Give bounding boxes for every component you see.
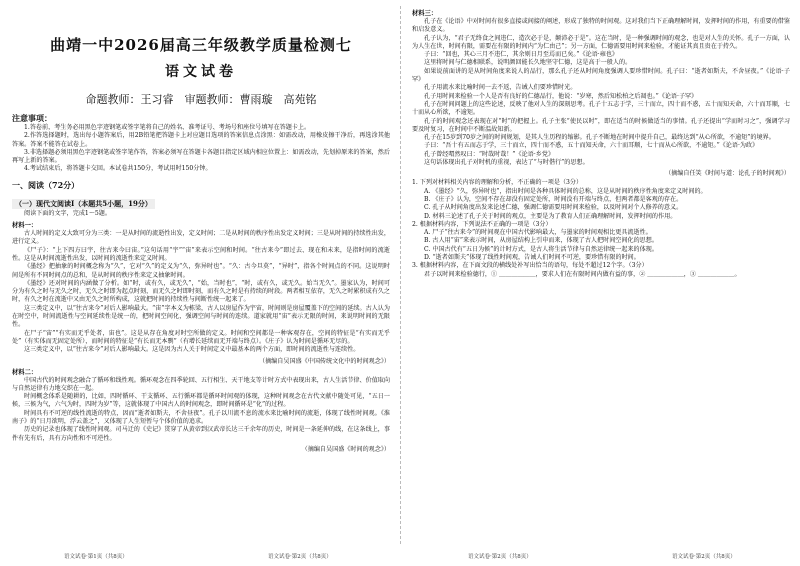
note-item: 1.答卷前，考生务必用黑色字迹钢笔或签字笔将自己的姓名、准考证号、考场号和座位号填写在答题卡上。	[24, 124, 311, 131]
part-heading: （一）现代文阅读Ⅰ（本题共5小题，19分）	[12, 199, 155, 209]
question-option: A. 尸子“往古来今”的时间观在中国古代影响最大，与墨家的时间观相比更具流逝性。	[424, 229, 652, 237]
staff-line: 命题教师：王习睿 审题教师：曹雨璇 高苑铭	[85, 93, 317, 106]
paragraph: 孔子在时间问题上的这些论述，反映了他对人生的深刻思考。孔子十五志于学，三十而立，四十而不惑，五十而知天命，六十而耳顺，七十而从心所欲，不逾矩。	[412, 100, 790, 117]
material-2-label: 材料二：	[12, 368, 38, 376]
question-list	[412, 179, 790, 279]
paragraph: 历史的记录也体现了线性时间观。司马迁的《史记》贯穿了从黄帝到汉武帝长达三千余年的历史，时间是一条延伸的线，在这条线上，事件有先有后，具有方向性和不可逆性。	[12, 426, 390, 442]
notes-list	[12, 124, 390, 174]
paragraph: 孔子在《论语》中对时间有很多直接或间接的阐述，形成了独特的时间观。这对我们当下正确理解时间，发挥时间的作用，有重要的借鉴和启发意义。	[412, 18, 790, 34]
paragraph: 中国古代的时间观念融合了循环和线性观。循环观念在四季轮回、五行相生、天干地支等计时方式中表现出来，古人生活节律、价值取向与自然运律有力地交织在一起。	[12, 376, 390, 392]
left-column	[12, 6, 390, 455]
paragraph: 孔子用时间来检验一个人是否有良好的仁德品行，他说：“岁寒，然后知松柏之后凋也。”《论语·子罕》	[424, 92, 698, 100]
question-stem: 3. 根据材料内容，在下面文段的横线处补写出恰当的语句，每处不超过12个字。（3分）	[412, 262, 648, 270]
paragraph: 在尸子“宙”“有实而无乎处者，宙也”。这是从存在角度对时空所做的定义。时间和空间都是一种客观存在，空间的特征是“有实而无乎处”（有实体而无固定处所），而时间的特征是“有长而无本剽”（有增长延续而无开端与终点）。《庄子》认为时间是循环无尽的。	[12, 329, 390, 345]
quote: 子曰：“吾十有五而志于学，三十而立，四十而不惑，五十而知天命，六十而耳顺，七十而从心所欲，不逾矩。”《论语·为政》	[424, 142, 759, 150]
paragraph: 《墨经》还对时间的内涵做了分析。如“时，或有久，或无久”，“始，当时也”，“时，或有久，或无久。始当无久”。墨家认为，时间可分为有久之时与无久之时，无久之时即为起点时刻，而无久之时即时刻，而有久之时是有持续的时段。两者相互依存，无久之时累积成有久之时，有久之时在流逝中又由无久之时所构成，这就把时间的持续性与间断性统一起来了。	[12, 279, 390, 304]
section-heading: 一、阅读（72分）	[12, 179, 80, 190]
material-2-source: （摘编自吴国盛《时间的观念》）	[301, 445, 390, 453]
paragraph: 孔子在15岁到70岁之间的时间规划，是其人生历程的缩影。孔子不断地在时间中提升自己，最终达到“从心所欲，不逾矩”的境界。	[424, 134, 775, 142]
material-1-source: （摘编自吴国盛《中国传统文化中的时间观念》）	[258, 357, 390, 365]
exam-subtitle: 语文试卷	[165, 64, 237, 80]
paragraph: 孔子的时间观念还表现在对“时”的把握上。孔子主张“使民以时”，即在适当的时候做适当的事情。孔子还提出“学而时习之”，强调学习要及时复习，在时间中不断温故知新。	[412, 117, 790, 133]
fill-in-text: 君子以时间来检验德行，① ＿＿＿＿＿＿，要求人们在有限时间内做有益的事，② ＿＿＿＿＿＿，③ ＿＿＿＿＿＿。	[424, 270, 741, 278]
question-option: C. 孔子从时间角度出发来论述仁德，强调仁德需要用时间来检验，以及时间对个人修养的意义。	[424, 204, 683, 212]
paragraph: 如果说前面讲的是从时间角度来说人的品行，那么孔子还从时间角度强调人要珍惜时间。孔子曰：“逝者如斯夫，不舍昼夜。”《论语·子罕》	[412, 67, 790, 84]
paragraph: 孔子认为，“君子无终食之间违仁，造次必于是，颠沛必于是”。这在当时，是一种强调时间的观念，也是对人生的关怀。孔子一方面，认为人生在世，时间有限，需要在有限的时间内“为仁由己”；另一方面，仁德需要用时间来检验，才能证其真且贵在于持久。	[412, 34, 790, 50]
page-footer: 语文试卷·第2页（共8页）	[268, 554, 332, 560]
question-option: C. 中国古代有“五日为候”的计时方式，是古人将生活节律与自然运律统一起来的体现。	[424, 245, 658, 253]
material-3-source: （摘编自任笑《时间与道：论孔子的时间观》）	[665, 170, 790, 178]
question-stem: 2. 根据材料内容，下列说法不正确的一项是（3分）	[412, 220, 552, 228]
paragraph: 这里将时间与仁德相联系，说明颜回能长久地坚守仁德，这是高于一般人的。	[424, 59, 632, 67]
material-1-label: 材料一：	[12, 222, 38, 230]
paragraph: 这句话体现出孔子对时机的重视，表达了“与时偕行”的思想。	[424, 159, 589, 167]
exam-title: 曲靖一中2026届高三年级教学质量检测七	[50, 36, 352, 54]
paragraph: 《尸子》：“上下四方曰宇，往古来今曰宙。”这句话用“宇”“宙”来表示空间和时间。“往古来今”即过去、现在和未来，是指时间的流逝性。这是从时间流逝性出发，以时间的流逝性来定义时间。	[12, 246, 390, 262]
quote: 子曰：“回也，其心三月不违仁，其余则日月至焉而已矣。”《论语·雍也》	[424, 51, 619, 59]
paragraph: 这三类定义中，以“往古来今”对后人影响最大。这是因为古人关于时间定义中最基本的两个方面，即时间的流逝性与连续性。	[24, 346, 360, 354]
paragraph: 孔子用流水来比喻时间一去不返，告诫人们要珍惜时光。	[424, 84, 577, 92]
page-footer: 语文试卷·第1页（共8页）	[64, 554, 128, 560]
paragraph: 《墨经》把抽象的时间概念称为“久”，它对“久”的定义为“久，弥异时也”。“久：古今旦莫”，“异时”，指各个时间点的不同。这说明时间是所有不同时间点的总和，是从时间的秩序性来定义抽象时间。	[12, 263, 390, 279]
page-footer: 语文试卷·第2页（共8页）	[672, 554, 736, 560]
question-option: B. 《庄子》认为，空间不存在却没有固定处所，时间没有开端与终点，但两者都是客观的存在。	[424, 195, 683, 203]
quote: 孔子曾经喟然叹曰：“时哉时哉！”《论语·乡党》	[424, 150, 555, 158]
paragraph: 时间具有不可逆的线性流逝的特点，因而“逝者如斯夫，不舍昼夜”。孔子以川流不息的流水来比喻时间的流逝，体现了线性时间观。《淮南子》的“日月欲明，浮云盖之”，又体现了人生短暂与个体价值的追求。	[12, 409, 390, 426]
question-option: B. 古人用“宙”来表示时间，从房屋结构上引申而来，体现了古人把时间空间化的思想。	[424, 237, 658, 245]
paragraph: 这三类定义中，以“往古来今”对后人影响最大。“宙”字本义为栋梁，古人以房屋作为宇宙，时间则是房屋覆盖下的空间的延续。古人认为在时空中，时间流逝性与空间延续性是统一的，把时间空间化，强调空间与时间的连续。道家就用“宙”表示无限的时间，来说明时间的无限性。	[12, 304, 390, 329]
note-item: 2.作答选择题时，选出每小题答案后，用2B铅笔把答题卡上对应题目选项的答案信息点涂黑：如需改动，用橡皮擦干净后，再选涂其他答案。答案不能答在试卷上。	[12, 132, 390, 148]
paragraph: 时间概念体系是随耕的，比如，四时循环、干支循环、五行循环都是循环时间观的体现，这种时间观念在古代文献中随处可见，“五日一候，三候为气，六气为时，四时为岁”等，这就体现了中国古人的时间观念，即时间循环是“化”的过程。	[12, 393, 390, 409]
column-divider	[400, 6, 401, 544]
note-item: 4.考试结束后，将答题卡交回。本试卷共150分，考试用时150分钟。	[24, 165, 212, 173]
question-option: D. “逝者如斯夫”体现了线性时间观，告诫人们时间不可逆，要珍惜有限的时间。	[424, 254, 640, 262]
question-stem: 1. 下列对材料相关内容的理解和分析，不正确的一项是（3分）	[412, 179, 583, 187]
page-footer: 语文试卷·第2页（共8页）	[468, 554, 532, 560]
question-option: A. 《墨经》“久，弥异时也”，指出时间是各种具体时间的总称，这是从时间的秩序性角度来定义时间的。	[424, 187, 707, 195]
note-item: 3.非选择题必须用黑色字迹钢笔或签字笔作答，答案必须写在答题卡各题目指定区域内相应位置上：如需改动，先划掉原来的答案，然后再写上新的答案。	[12, 148, 390, 165]
material-3-label: 材料三：	[412, 10, 438, 17]
right-column	[412, 6, 790, 279]
question-option: D. 材料三论述了孔子关于时间的观点，主要是为了教育人们正确理解时间，发挥时间的作用。	[424, 212, 677, 220]
paragraph: 古人时间的定义大致可分为三类：一是从时间的流逝性出发，定义时间；二是从时间的秩序性出发定义时间；三是从时间的持续性出发，进行定义。	[12, 230, 390, 246]
notes-heading: 注意事项：	[12, 113, 52, 123]
instruction: 阅读下面的文字，完成1～5题。	[24, 209, 111, 217]
